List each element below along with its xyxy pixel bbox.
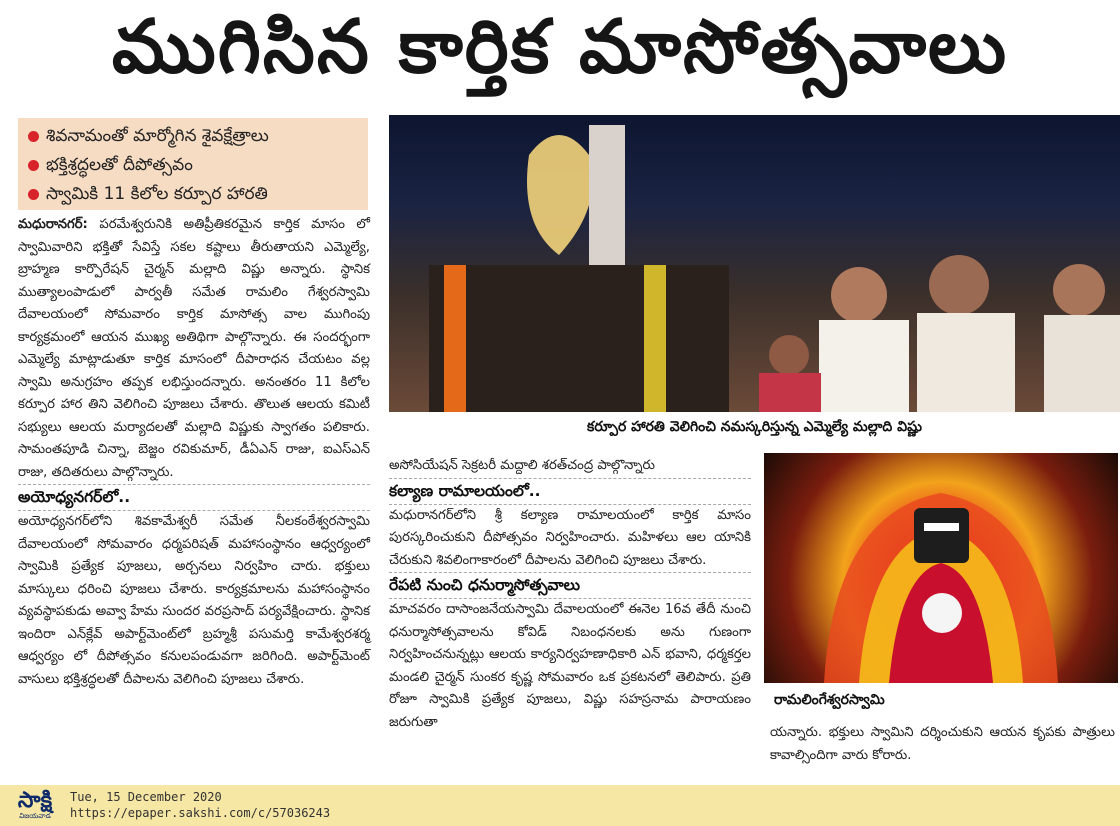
photo-ramalingeswara-swamy xyxy=(764,453,1118,683)
bullet-icon xyxy=(28,189,39,200)
highlight-item xyxy=(28,151,358,180)
article-column-3 xyxy=(770,722,1115,767)
photo-mla-karpura-harathi xyxy=(389,115,1120,412)
footer-bar xyxy=(0,785,1120,826)
paragraph xyxy=(18,214,370,484)
highlight-text: స్వామికి 11 కిలోల కర్పూర హారతి xyxy=(46,184,268,204)
paragraph-text: అయోధ్యనగర్‌లోని శివకామేశ్వరీ సమేత నీలకంఠేశ్వరస్వామి దేవాలయంలో సోమవారం ధర్మపరిషత్ మహాసంస్థానం ఆధ్వర్యంలో స్వామికి ప్రత్యేక పూజలు, అర్చనలు నిర్వహిం చారు. భక్తులు మాస్కులు ధరించి పూజలు చేశారు. కార్యక్రమాలను మహాసంస్థానం వ్యవస్థాపకుడు అవ్వా హేమ సుందర వరప్రసాద్ పర్యవేక్షించారు. స్థానిక ఇందిరా ఎన్‌క్లేవ్ అపార్ట్‌మెంట్‌లో బ్రహ్మశ్రీ పసుమర్తి కామేశ్వరశర్మ ఆధ్వర్యం లో దీపోత్సవం కనులపండువగా జరిగింది. అపార్ట్‌మెంట్ వాసులు భక్తిశ్రద్ధలతో దీపాలను వెలిగించి పూజలు చేశారు. xyxy=(18,514,370,687)
article-column-1 xyxy=(18,214,370,691)
subheading: రేపటి నుంచి ధనుర్మాసోత్సవాలు xyxy=(389,576,580,594)
paragraph-text: యన్నారు. భక్తులు స్వామిని దర్శించుకుని ఆయన కృపకు పాత్రులు కావాల్సిందిగా వారు కోరారు. xyxy=(770,725,1115,763)
paragraph-text: పరమేశ్వరునికి అతిప్రీతికరమైన కార్తిక మాసం లో స్వామివారిని భక్తితో సేవిస్తే సకల కష్టాలు తీరుతాయని ఎమ్మెల్యే, బ్రాహ్మణ కార్పొరేషన్ చైర్మన్ మల్లాది విష్ణు అన్నారు. స్థానిక ముత్యాలంపాడులో పార్వతీ సమేత రామలిం గేశ్వరస్వామి దేవాలయంలో సోమవారం కార్తిక మాసోత్స వాల ముగింపు కార్యక్రమంలో ఆయన ముఖ్య అతిథిగా పాల్గొన్నారు. ఈ సందర్భంగా ఎమ్మెల్యే మాట్లాడుతూ కార్తిక మాసంలో దీపారాధన చేయటం వల్ల స్వామి అనుగ్రహం తప్పక లభిస్తుందన్నారు. అనంతరం 11 కిలోల కర్పూర హార తిని వెలిగించి పూజలు చేశారు. తొలుత ఆలయ కమిటీ సభ్యులు ఆలయ మర్యాదలతో మల్లాది విష్ణుకు స్వాగతం పలికారు. సామంతపూడి చిన్నా, బెజ్జం రవికుమార్, డీఏఎన్ రాజు, ఐఎస్ఎన్ రాజు, తదితరులు పాల్గొన్నారు. xyxy=(18,217,370,480)
logo-edition: విజయవాడ xyxy=(19,812,51,820)
photo-caption: రామలింగేశ్వరస్వామి xyxy=(764,683,1118,719)
publication-date: Tue, 15 December 2020 xyxy=(70,790,222,804)
article-column-2 xyxy=(389,455,751,734)
headline: ముగిసిన కార్తిక మాసోత్సవాలు xyxy=(0,0,1120,112)
subheading: కల్యాణ రామాలయంలో.. xyxy=(389,481,541,500)
highlight-text: శివనామంతో మార్మోగిన శైవక్షేత్రాలు xyxy=(46,126,269,146)
paragraph-text: అసోసియేషన్ సెక్రటరీ మద్దాలి శరత్‌చంద్ర పాల్గొన్నారు xyxy=(389,458,655,473)
paragraph-text: మాచవరం దాసాంజనేయస్వామి దేవాలయంలో ఈనెల 16వ తేదీ నుంచి ధనుర్మాసోత్సవాలను కోవిడ్ నిబంధనలకు అను గుణంగా నిర్వహించనున్నట్లు ఆలయ కార్యనిర్వహణాధికారి ఎన్ భవాని, ధర్మకర్తల మండలి చైర్మన్ సుంకర కృష్ణ సోమవారం ఒక ప్రకటనలో తెలిపారు. ప్రతి రోజూ స్వామికి ప్రత్యేక పూజలు, విష్ణు సహస్రనామ పారాయణం జరుగుతా xyxy=(389,602,751,730)
bullet-icon xyxy=(28,160,39,171)
dateline: మధురానగర్: xyxy=(18,217,88,232)
epaper-link[interactable]: https://epaper.sakshi.com/c/57036243 xyxy=(70,806,331,820)
sakshi-logo[interactable]: సాక్షి xyxy=(6,788,64,823)
highlight-item xyxy=(28,122,358,151)
photo-illustration xyxy=(764,453,1118,683)
paragraph-text: మధురానగర్‌లోని శ్రీ కల్యాణ రామాలయంలో కార్తిక మాసం పురస్కరించుకుని దీపోత్సవం నిర్వహించారు. మహిళలు ఆల యానికి చేరుకుని శివలింగాకారంలో దీపాలను వెలిగించి పూజలు చేశారు. xyxy=(389,507,751,568)
bullet-icon xyxy=(28,131,39,142)
highlight-item xyxy=(28,180,358,209)
photo-caption: కర్పూర హారతి వెలిగించి నమస్కరిస్తున్న ఎమ్మెల్యే మల్లాది విష్ణు xyxy=(389,412,1120,444)
photo-illustration xyxy=(389,115,1120,412)
highlights-box xyxy=(18,118,368,210)
subheading: అయోధ్యనగర్‌లో.. xyxy=(18,488,131,506)
highlight-text: భక్తిశ్రద్ధలతో దీపోత్సవం xyxy=(46,155,193,175)
